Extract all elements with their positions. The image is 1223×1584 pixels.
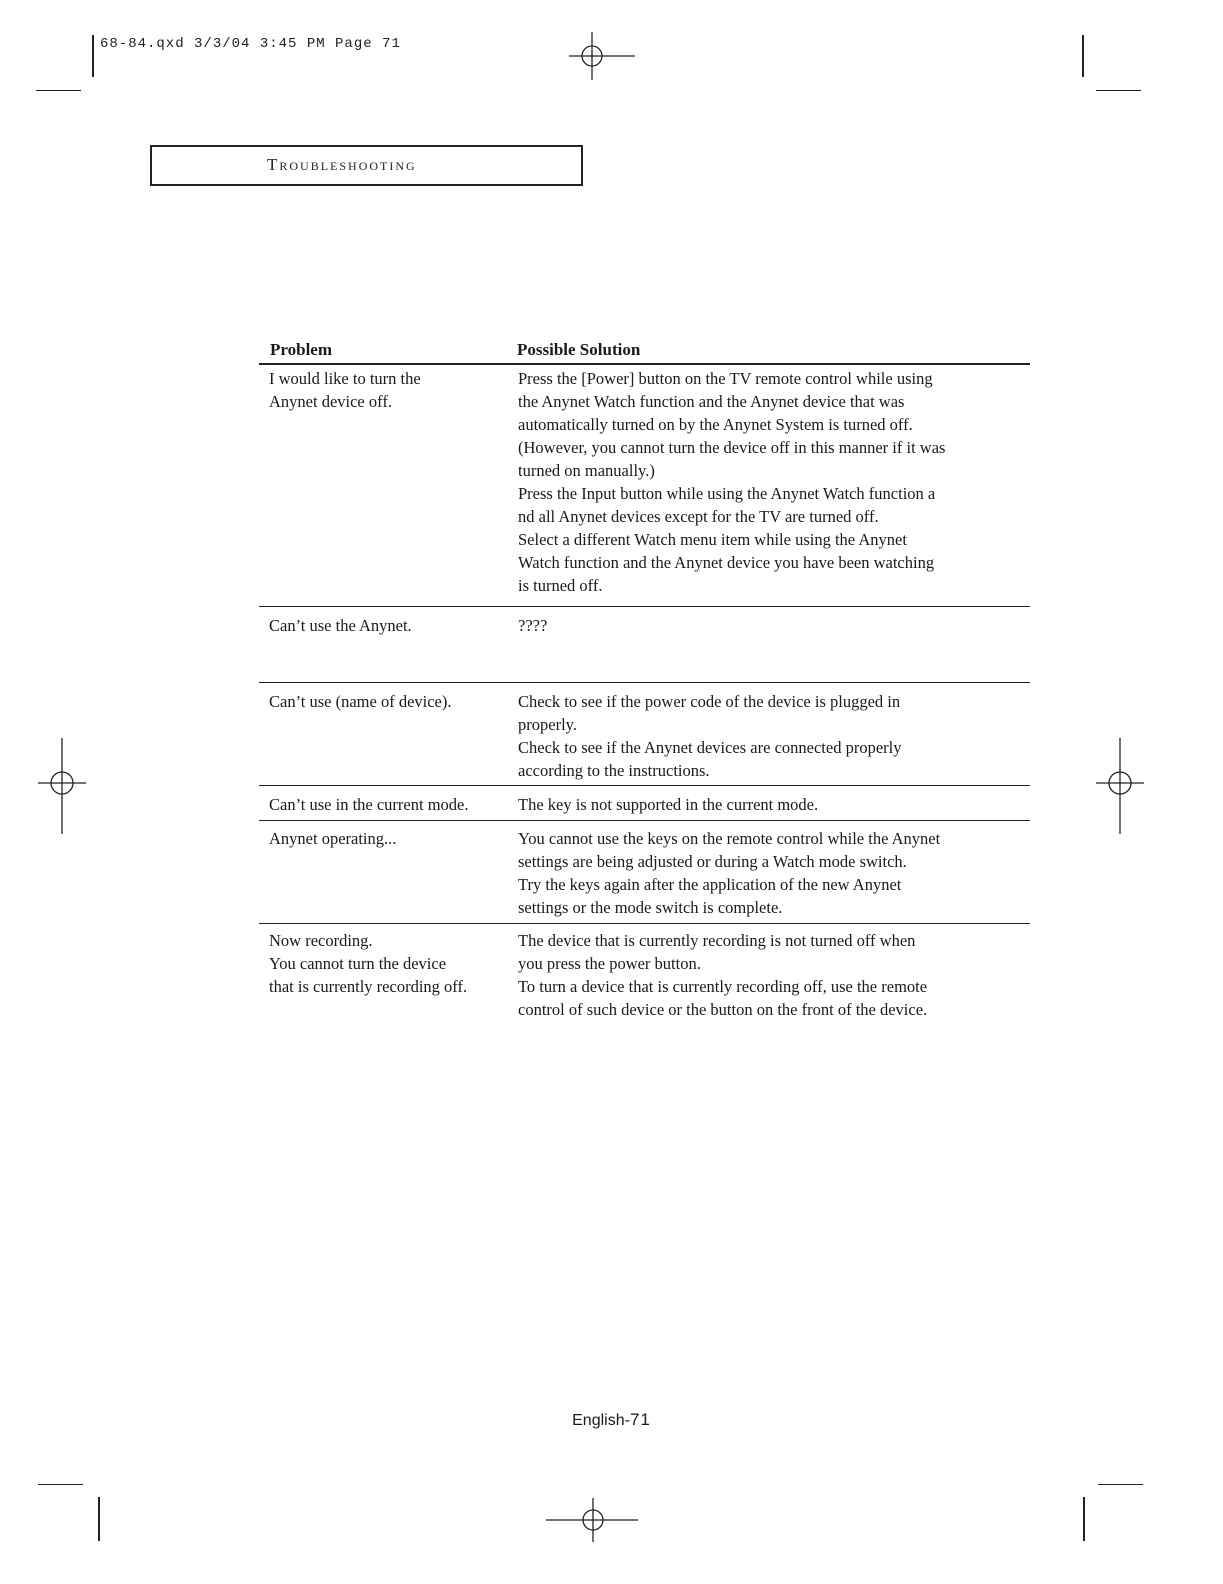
solution-cell: The device that is currently recording is not turned off when you press the power button. To turn a device that is currently recording off, use the remote control of such device or the button on the front of the device. [518, 931, 928, 1019]
row-divider [259, 923, 1030, 924]
print-slug: 68-84.qxd 3/3/04 3:45 PM Page 71 [100, 36, 401, 52]
page-footer [0, 1410, 1223, 1430]
solution-cell: The key is not supported in the current mode. [518, 795, 819, 814]
problem-cell: Can’t use (name of device). [269, 692, 452, 711]
page-number: 71 [629, 1410, 651, 1429]
crop-mark [1098, 1484, 1143, 1485]
row-divider [259, 820, 1030, 821]
row-divider [259, 682, 1030, 683]
page-title: Troubleshooting [267, 155, 417, 174]
solution-cell: You cannot use the keys on the remote control while the Anynet settings are being adjusted or during a Watch mode switch. Try the keys again after the application of the new Anynet settings or the mode switch is complete. [518, 829, 941, 917]
solution-cell: Press the [Power] button on the TV remote control while using the Anynet Watch function and the Anynet device that was automatically turned on by the Anynet System is turned off. (However, you cannot turn the device off in this manner if it was turned on manually.) Press the Input button while using the Anynet Watch function a nd all Anynet devices except for the TV are turned off. Select a different Watch menu item while using the Anynet Watch function and the Anynet device you have been watching is turned off. [518, 369, 946, 595]
column-header-solution: Possible Solution [517, 340, 641, 359]
crop-mark [98, 1497, 100, 1541]
crop-mark [1083, 1497, 1085, 1541]
problem-cell: Can’t use in the current mode. [269, 795, 469, 814]
crop-mark [36, 90, 81, 91]
registration-mark-icon [38, 738, 86, 834]
problem-cell: Anynet operating... [269, 829, 397, 848]
problem-cell: I would like to turn the Anynet device off. [269, 369, 421, 411]
footer-language: English- [572, 1412, 630, 1429]
header-rule [259, 363, 1030, 365]
registration-mark-icon [569, 32, 635, 80]
problem-cell: Now recording. You cannot turn the device that is currently recording off. [269, 931, 468, 996]
section-header [150, 145, 583, 186]
problem-cell: Can’t use the Anynet. [269, 616, 412, 635]
crop-mark [1082, 35, 1084, 77]
row-divider [259, 785, 1030, 786]
crop-mark [92, 35, 94, 77]
registration-mark-icon [546, 1498, 638, 1542]
solution-cell: ???? [518, 616, 548, 635]
crop-mark [1096, 90, 1141, 91]
row-divider [259, 606, 1030, 607]
solution-cell: Check to see if the power code of the device is plugged in properly. Check to see if the Anynet devices are connected properly according to the instructions. [518, 692, 902, 780]
column-header-problem: Problem [270, 340, 333, 359]
registration-mark-icon [1096, 738, 1144, 834]
crop-mark [38, 1484, 83, 1485]
